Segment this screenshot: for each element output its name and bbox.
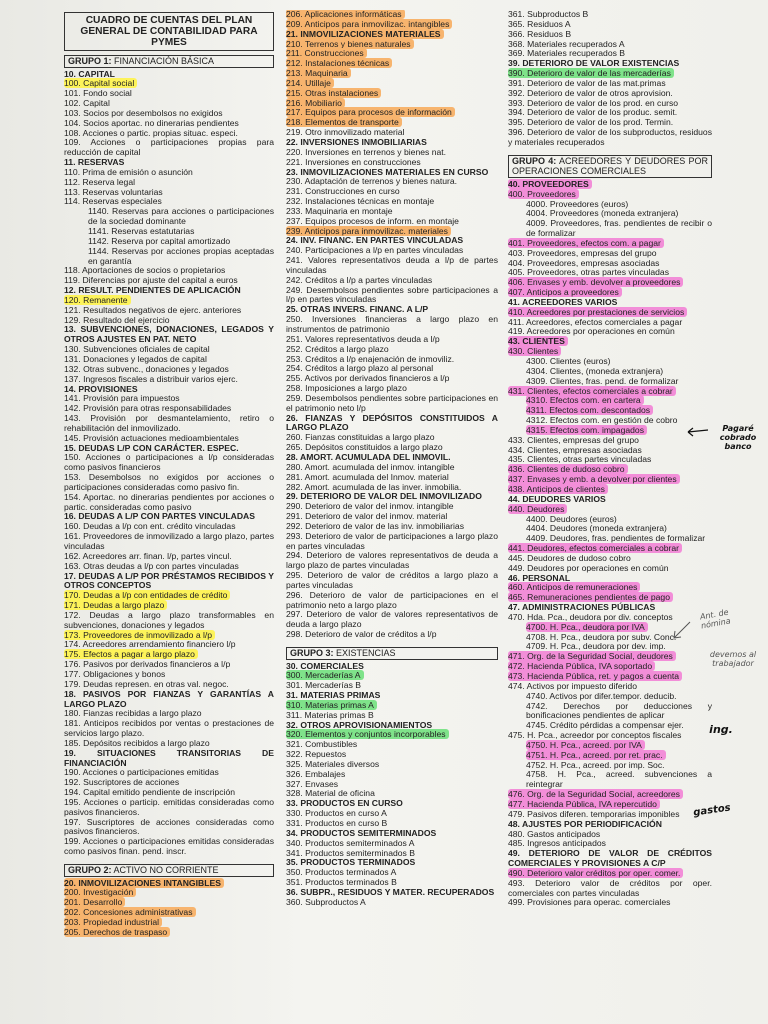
account-entry: 4300. Clientes (euros) [526, 356, 611, 366]
account-entry: 311. Materias primas B [286, 709, 374, 720]
account-entry: 433. Clientes, empresas del grupo [508, 434, 639, 445]
arrow-icon [684, 424, 710, 438]
account-entry: 340. Productos semiterminados A [286, 837, 415, 848]
account-entry: 1140. Reservas para acciones o participaciones de la sociedad dominante [88, 206, 274, 227]
account-entry: 258. Imposiciones a largo plazo [286, 383, 407, 394]
highlighted-account-text: 218. Elementos de transporte [286, 117, 402, 127]
account-entry: 475. H. Pca., acreedor por conceptos fiscales [508, 730, 682, 741]
account-entry: 143. Provisión por desmantelamiento, retiro o rehabilitación del inmovilizado. [64, 413, 274, 433]
account-entry: 322. Repuestos [286, 749, 347, 760]
highlighted-account-text: 4311. Efectos com. descontados [526, 405, 653, 415]
account-entry: 301. Mercaderías B [286, 680, 361, 691]
account-entry: 251. Valores representativos deuda a l/p [286, 333, 440, 344]
account-entry: 250. Inversiones financieras a largo plazo en instrumentos de patrimonio [286, 314, 498, 334]
account-section-heading: 35. PRODUCTOS TERMINADOS [286, 857, 416, 868]
account-entry: 242. Créditos a l/p a partes vinculadas [286, 274, 433, 285]
account-entry: 132. Otras subvenc., donaciones y legados [64, 363, 229, 374]
handwritten-note-devemos: devemos al trabajador [709, 650, 757, 668]
highlighted-account-text: 214. Utillaje [286, 78, 334, 88]
account-section-heading: 41. ACREEDORES VARIOS [508, 296, 618, 307]
account-entry: 341. Productos semiterminados B [286, 847, 415, 858]
highlighted-account-text: 239. Anticipos para inmovilizac. materiales [286, 226, 451, 236]
account-entry: 350. Productos terminados A [286, 867, 397, 878]
account-section-heading: 13. SUBVENCIONES, DONACIONES, LEGADOS Y OTROS AJUSTES EN PAT. NETO [64, 324, 274, 345]
account-entry: 141. Provisión para impuestos [64, 393, 180, 404]
highlighted-account-text: 4700. H. Pca., deudora por IVA [526, 622, 648, 632]
account-section-heading: 12. RESULT. PENDIENTES DE APLICACIÓN [64, 285, 241, 296]
account-entry: 174. Acreedores arrendamiento financiero l/p [64, 639, 236, 650]
highlighted-account-text: 310. Materias primas A [286, 700, 377, 710]
highlighted-account-text: 215. Otras instalaciones [286, 88, 381, 98]
column-1 [64, 10, 274, 1020]
account-entry: 194. Capital emitido pendiente de inscripción [64, 787, 236, 798]
account-entry: 185. Depósitos recibidos a largo plazo [64, 737, 210, 748]
account-entry: 199. Acciones o participaciones emitidas consideradas como pasivos finan. pend. inscr. [64, 836, 274, 857]
group-heading [64, 864, 274, 877]
highlighted-account-text: 440. Deudores [508, 504, 567, 514]
group-number: GRUPO 4: [512, 155, 557, 166]
account-entry: 297. Deterioro de valor de valores representativos de deuda a largo plazo [286, 609, 498, 630]
account-entry: 102. Capital [64, 98, 110, 109]
account-entry: 237. Equipos procesos de inform. en montaje [286, 215, 459, 226]
account-entry: 493. Deterioro valor de créditos por oper. comerciales con partes vinculadas [508, 877, 712, 898]
group-heading [64, 55, 274, 68]
account-entry: 181. Anticipos recibidos por ventas o prestaciones de servicios largo plazo. [64, 718, 274, 739]
account-section-heading: 48. AJUSTES POR PERIODIFICACIÓN [508, 818, 662, 829]
account-entry: 396. Deterioro de valor de los subproductos, residuos y materiales recuperados [508, 127, 712, 147]
account-section-heading: 34. PRODUCTOS SEMITERMINADOS [286, 827, 437, 838]
account-entry: 4758. H. Pca., acreed. subvenciones a reintegrar [526, 769, 712, 790]
account-entry: 405. Proveedores, otras partes vinculadas [508, 267, 669, 278]
account-entry: 129. Resultado del ejercicio [64, 314, 170, 325]
account-entry: 394. Deterioro de valor de los produc. semit. [508, 107, 678, 118]
account-section-heading: 33. PRODUCTOS EN CURSO [286, 798, 403, 809]
group-name: EXISTENCIAS [333, 648, 396, 658]
highlighted-account-text: 410. Acreedores por prestaciones de servicios [508, 307, 687, 317]
account-entry: 296. Deterioro de valor de participaciones en el patrimonio neto a largo plazo [286, 589, 498, 610]
account-section-heading: 39. DETERIORO DE VALOR EXISTENCIAS [508, 58, 680, 69]
highlighted-account-text: 40. PROVEEDORES [508, 179, 592, 189]
account-entry: 282. Amort. acumulada de las inver. inmobilia. [286, 481, 462, 492]
spacer [508, 148, 712, 152]
account-section-heading: 16. DEUDAS A L/P CON PARTES VINCULADAS [64, 511, 255, 522]
account-entry: 298. Deterioro de valor de créditos a l/p [286, 629, 437, 640]
account-entry: 145. Provisión actuaciones medioambientales [64, 432, 239, 443]
account-entry: 142. Provisión para otras responsabilidades [64, 403, 232, 414]
account-entry: 254. Créditos a largo plazo al personal [286, 363, 434, 374]
account-entry: 434. Clientes, empresas asociadas [508, 444, 642, 455]
account-entry: 221. Inversiones en construcciones [286, 156, 421, 167]
account-section-heading: 28. AMORT. ACUMULADA DEL INMOVIL. [286, 451, 451, 462]
column-2-entries [286, 10, 498, 908]
highlighted-account-text: 437. Envases y emb. a devolver por clientes [508, 474, 680, 484]
group-number: GRUPO 1: [68, 56, 112, 66]
account-entry: 4000. Proveedores (euros) [526, 198, 629, 209]
account-entry: 192. Suscriptores de acciones [64, 777, 180, 788]
account-entry: 326. Embalajes [286, 768, 346, 779]
account-entry: 172. Deudas a largo plazo transformables en subvenciones, donaciones y legados [64, 609, 274, 630]
highlighted-account-text: 205. Derechos de traspaso [64, 927, 170, 937]
highlighted-account-text: 441. Deudores, efectos comerciales a cobrar [508, 543, 682, 553]
account-section-heading: 14. PROVISIONES [64, 383, 138, 394]
spacer [286, 640, 498, 644]
account-entry: 365. Residuos A [508, 18, 571, 29]
account-entry: 232. Instalaciones técnicas en montaje [286, 196, 435, 207]
account-entry: 281. Amort. acumulada del Inmov. material [286, 471, 449, 482]
account-entry: 197. Suscriptores de acciones consideradas como pasivos financieros. [64, 816, 274, 837]
account-entry: 4708. H. Pca., deudora por subv. Conc. [526, 631, 677, 642]
highlighted-account-text: 175. Efectos a pagar a largo plazo [64, 649, 198, 659]
account-section-heading: 11. RESERVAS [64, 157, 125, 168]
highlighted-account-text: 4750. H. Pca., acreed. por IVA [526, 740, 645, 750]
spacer [64, 857, 274, 861]
highlighted-account-text: 400. Proveedores [508, 189, 579, 199]
highlighted-account-text: 4751. H. Pca., acreed. por ret. prac. [526, 750, 666, 760]
highlighted-account-text: 473. Hacienda Pública, ret. y pagos a cuenta [508, 671, 682, 681]
account-entry: 195. Acciones o particip. emitidas consideradas como pasivos financieros. [64, 796, 274, 817]
account-entry: 403. Proveedores, empresas del grupo [508, 247, 657, 258]
account-entry: 325. Materiales diversos [286, 758, 380, 769]
account-entry: 153. Desembolsos no exigidos por acciones o participaciones consideradas como pasivo fin. [64, 472, 274, 492]
account-section-heading: 36. SUBPR., RESIDUOS Y MATER. RECUPERADOS [286, 886, 495, 897]
account-entry: 4404. Deudores (moneda extranjera) [526, 523, 667, 534]
account-entry: 4304. Clientes, (moneda extranjera) [526, 365, 664, 376]
highlighted-account-text: 216. Mobiliario [286, 98, 345, 108]
account-entry: 351. Productos terminados B [286, 877, 397, 888]
account-entry: 330. Productos en curso A [286, 808, 387, 819]
highlighted-account-text: 213. Maquinaria [286, 68, 351, 78]
account-entry: 230. Adaptación de terrenos y bienes natura. [286, 176, 458, 187]
account-section-heading: 49. DETERIORO DE VALOR DE CRÉDITOS COMERCIALES Y PROVISIONES A C/P [508, 848, 712, 869]
account-entry: 177. Obligaciones y bonos [64, 668, 166, 679]
column-1-entries [64, 55, 274, 938]
account-entry: 113. Reservas voluntarias [64, 186, 163, 197]
account-section-heading: 18. PASIVOS POR FIANZAS Y GARANTÍAS A LARGO PLAZO [64, 688, 274, 709]
account-entry: 249. Desembolsos pendientes sobre participaciones a l/p en partes vinculadas [286, 284, 498, 305]
highlighted-account-text: 120. Remanente [64, 295, 131, 305]
account-entry: 499. Provisiones para operac. comerciales [508, 897, 671, 908]
account-entry: 480. Gastos anticipados [508, 828, 601, 839]
handwritten-note-pagare: Pagaré cobrado banco [719, 424, 757, 451]
account-entry: 253. Créditos a l/p enajenación de inmoviliz. [286, 353, 455, 364]
account-section-heading: 25. OTRAS INVERS. FINANC. A L/P [286, 304, 429, 315]
account-entry: 361. Subproductos B [508, 10, 589, 19]
group-heading [286, 647, 498, 660]
highlighted-account-text: 401. Proveedores, efectos com. a pagar [508, 238, 664, 248]
account-entry: 121. Resultados negativos de ejerc. anteriores [64, 304, 242, 315]
account-section-heading: 29. DETERIORO DE VALOR DEL INMOVILIZADO [286, 491, 482, 502]
highlighted-account-text: 211. Construcciones [286, 48, 367, 58]
account-entry: 449. Deudores por operaciones en común [508, 562, 669, 573]
account-entry: 470. Hda. Pca., deudora por div. conceptos [508, 611, 673, 622]
account-entry: 176. Pasivos por derivados financieros a l/p [64, 659, 231, 670]
highlighted-account-text: 430. Clientes [508, 346, 561, 356]
account-entry: 4309. Clientes, fras. pend. de formalizar [526, 375, 679, 386]
account-section-heading: 22. INVERSIONES INMOBILIARIAS [286, 136, 427, 147]
account-section-heading: 44. DEUDORES VARIOS [508, 493, 606, 504]
highlighted-account-text: 4310. Efectos com. en cartera [526, 395, 644, 405]
account-entry: 233. Maquinaria en montaje [286, 205, 393, 216]
account-entry: 419. Acreedores por operaciones en común [508, 326, 675, 337]
account-entry: 392. Deterioro de valor de otros aprovision. [508, 87, 673, 98]
highlighted-account-text: 407. Anticipos a proveedores [508, 287, 622, 297]
account-entry: 366. Residuos B [508, 28, 572, 39]
account-entry: 331. Productos en curso B [286, 818, 388, 828]
group-name: FINANCIACIÓN BÁSICA [111, 56, 215, 66]
account-entry: 252. Créditos a largo plazo [286, 343, 389, 354]
highlighted-account-text: 209. Anticipos para inmovilizac. intangibles [286, 19, 452, 29]
account-section-heading: 15. DEUDAS L/P CON CARÁCTER. ESPEC. [64, 442, 239, 453]
account-entry: 190. Acciones o participaciones emitidas [64, 767, 219, 778]
account-entry: 327. Envases [286, 778, 339, 789]
account-section-heading: 23. INMOVILIZACIONES MATERIALES EN CURSO [286, 166, 489, 177]
account-entry: 404. Proveedores, empresas asociadas [508, 257, 660, 268]
account-entry: 4742. Derechos por deducciones y bonificaciones pendientes de aplicar [526, 700, 712, 721]
handwritten-note-ing: ing. [709, 723, 733, 736]
account-entry: 360. Subproductos A [286, 896, 366, 907]
highlighted-account-text: 202. Concesiones administrativas [64, 907, 196, 917]
account-entry: 103. Socios por desembolsos no exigidos [64, 107, 223, 118]
highlighted-account-text: 210. Terrenos y bienes naturales [286, 39, 414, 49]
account-entry: 114. Reservas especiales [64, 196, 162, 207]
account-entry: 130. Subvenciones oficiales de capital [64, 344, 210, 355]
highlighted-account-text: 300. Mercaderías A [286, 670, 364, 680]
account-section-heading: 26. FIANZAS Y DEPÓSITOS CONSTITUIDOS A LARGO PLAZO [286, 412, 498, 433]
account-entry: 110. Prima de emisión o asunción [64, 166, 193, 177]
highlighted-account-text: 390. Deterioro de valor de las mercaderías [508, 68, 674, 78]
account-entry: 485. Ingresos anticipados [508, 838, 606, 849]
account-entry: 369. Materiales recuperados B [508, 48, 626, 59]
account-entry: 160. Deudas a l/p con ent. crédito vinculadas [64, 521, 236, 532]
highlighted-account-text: 170. Deudas a l/p con entidades de crédito [64, 590, 230, 600]
account-entry: 1144. Reservas por acciones propias aceptadas en garantía [88, 245, 274, 266]
highlighted-account-text: 20. INMOVILIZACIONES INTANGIBLES [64, 878, 224, 888]
account-entry: 4400. Deudores (euros) [526, 513, 617, 524]
account-entry: 4009. Proveedores, fras. pendientes de recibir o de formalizar [526, 218, 712, 239]
account-entry: 1142. Reserva por capital amortizado [88, 235, 231, 246]
account-entry: 4745. Crédito pérdidas a compensar ejer. [526, 720, 684, 731]
account-entry: 101. Fondo social [64, 88, 132, 99]
account-entry: 474. Activos por impuesto diferido [508, 680, 637, 691]
highlighted-account-text: 206. Aplicaciones informáticas [286, 10, 405, 19]
account-section-heading: 46. PERSONAL [508, 572, 571, 583]
highlighted-account-text: 406. Envases y emb. devolver a proveedores [508, 277, 683, 287]
account-entry: 280. Amort. acumulada del inmov. intangible [286, 461, 455, 472]
highlighted-account-text: 471. Org. de la Seguridad Social, deudores [508, 651, 676, 661]
account-entry: 291. Deterioro de valor del inmov. material [286, 511, 448, 522]
account-entry: 321. Combustibles [286, 739, 358, 750]
account-entry: 118. Aportaciones de socios o propietarios [64, 265, 226, 276]
group-number: GRUPO 2: [68, 865, 112, 875]
account-entry: 163. Otras deudas a l/p con partes vinculadas [64, 560, 239, 571]
highlighted-account-text: 217. Equipos para procesos de información [286, 107, 455, 117]
account-entry: 4740. Activos por difer.tempor. deducib. [526, 690, 677, 701]
highlighted-account-text: 4315. Efectos com. impagados [526, 425, 647, 435]
account-entry: 4004. Proveedores (moneda extranjera) [526, 208, 679, 219]
account-entry: 131. Donaciones y legados de capital [64, 353, 207, 364]
account-entry: 162. Acreedores arr. finan. l/p, partes vincul. [64, 550, 232, 561]
highlighted-account-text: 203. Propiedad industrial [64, 917, 162, 927]
column-2 [286, 10, 498, 1020]
account-entry: 259. Desembolsos pendientes sobre participaciones en el patrimonio neto l/p [286, 392, 498, 413]
account-section-heading: 30. COMERCIALES [286, 660, 364, 671]
account-entry: 119. Diferencias por ajuste del capital a euros [64, 275, 238, 286]
account-entry: 1141. Reservas estatutarias [88, 226, 195, 236]
account-entry: 154. Aportac. no dinerarias pendientes por acciones o partic. consideradas como pasivo [64, 491, 274, 512]
highlighted-account-text: 201. Desarrollo [64, 897, 125, 907]
account-entry: 231. Construcciones en curso [286, 186, 400, 197]
account-entry: 112. Reserva legal [64, 176, 136, 187]
account-section-heading: 24. INV. FINANC. EN PARTES VINCULADAS [286, 235, 464, 246]
highlighted-account-text: 43. CLIENTES [508, 336, 568, 346]
account-entry: 104. Socios aportac. no dinerarias pendientes [64, 117, 239, 128]
account-section-heading: 47. ADMINISTRACIONES PÚBLICAS [508, 602, 656, 613]
account-entry: 295. Deterioro de valor de créditos a largo plazo a partes vinculadas [286, 570, 498, 590]
account-entry: 292. Deterioro de valor de las inv. inmobiliarias [286, 520, 465, 531]
group-number: GRUPO 3: [290, 648, 334, 658]
highlighted-account-text: 472. Hacienda Pública, IVA soportado [508, 661, 655, 671]
account-section-heading: 32. OTROS APROVISIONAMIENTOS [286, 719, 433, 730]
highlighted-account-text: 100. Capital social [64, 78, 137, 88]
account-entry: 328. Material de oficina [286, 788, 375, 799]
account-entry: 180. Fianzas recibidas a largo plazo [64, 708, 202, 719]
account-entry: 220. Inversiones en terrenos y bienes nat. [286, 146, 447, 157]
highlighted-account-text: 171. Deudas a largo plazo [64, 600, 167, 610]
account-entry: 161. Proveedores de inmovilizado a largo plazo, partes vinculadas [64, 531, 274, 551]
group-name: ACTIVO NO CORRIENTE [111, 865, 219, 875]
highlighted-account-text: 476. Org. de la Seguridad Social, acreedores [508, 789, 683, 799]
group-heading [508, 155, 712, 178]
account-entry: 219. Otro inmovilizado material [286, 127, 405, 138]
account-section-heading: 17. DEUDAS A L/P POR PRÉSTAMOS RECIBIDOS Y OTROS CONCEPTOS [64, 570, 274, 591]
account-section-heading: 31. MATERIAS PRIMAS [286, 690, 381, 701]
highlighted-account-text: 431. Clientes, efectos comerciales a cobrar [508, 386, 676, 396]
highlighted-account-text: 212. Instalaciones técnicas [286, 58, 392, 68]
highlighted-account-text: 21. INMOVILIZACIONES MATERIALES [286, 29, 444, 39]
account-entry: 240. Participaciones a l/p en partes vinculadas [286, 245, 464, 256]
account-entry: 109. Acciones o participaciones propias para reducción de capital [64, 137, 274, 158]
account-entry: 393. Deterioro de valor de los prod. en curso [508, 97, 679, 108]
account-entry: 445. Deudores de dudoso cobro [508, 552, 631, 563]
account-entry: 368. Materiales recuperados A [508, 38, 625, 49]
account-entry: 137. Ingresos fiscales a distribuir varios ejerc. [64, 373, 238, 384]
highlighted-account-text: 477. Hacienda Pública, IVA repercutido [508, 799, 660, 809]
account-entry: 479. Pasivos diferen. temporarias imponibles [508, 808, 680, 819]
column-3 [508, 10, 712, 1020]
account-entry [64, 928, 274, 938]
account-entry: 4409. Deudores, fras. pendientes de formalizar [526, 533, 706, 544]
highlighted-account-text: 438. Anticipos de clientes [508, 484, 608, 494]
account-entry: 4709. H. Pca., deudora por dev. imp. [526, 641, 666, 652]
account-entry: 265. Depósitos constituidos a largo plazo [286, 442, 443, 453]
account-section-heading: 19. SITUACIONES TRANSITORIAS DE FINANCIACIÓN [64, 747, 274, 768]
column-3-entries [508, 10, 712, 908]
account-entry: 411. Acreedores, efectos comerciales a pagar [508, 316, 683, 327]
highlighted-account-text: 436. Clientes de dudoso cobro [508, 464, 628, 474]
account-entry: 294. Deterioro de valores representativos de deuda a largo plazo de partes vinculadas [286, 550, 498, 571]
group-name: ACREEDORES Y DEUDORES POR OPERACIONES COMERCIALES [512, 155, 708, 177]
account-entry: 395. Deterioro de valor de los prod. Termin. [508, 117, 674, 128]
account-entry: 435. Clientes, otras partes vinculadas [508, 454, 652, 465]
highlighted-account-text: 200. Investigación [64, 887, 136, 897]
highlighted-account-text: 320. Elementos y conjuntos incorporables [286, 729, 449, 739]
highlighted-account-text: 460. Anticipos de remuneraciones [508, 582, 640, 592]
highlighted-account-text: 490. Deterioro valor créditos por oper. comer. [508, 868, 683, 878]
highlighted-account-text: 173. Proveedores de inmovilizado a l/p [64, 630, 215, 640]
account-entry: 290. Deterioro de valor del inmov. intangible [286, 501, 454, 512]
account-entry: 293. Deterioro de valor de participaciones a largo plazo en partes vinculadas [286, 530, 498, 551]
highlighted-account-text: 465. Remuneraciones pendientes de pago [508, 592, 673, 602]
account-entry: 260. Fianzas constituidas a largo plazo [286, 432, 435, 443]
handwritten-note-ant-nomina: Ant. de nómina [699, 607, 732, 631]
handwritten-note-gastos: gastos [692, 802, 732, 819]
account-entry: 391. Deterioro de valor de las mat.primas [508, 77, 666, 88]
arrow-icon [668, 620, 694, 644]
account-entry: 150. Acciones o participaciones a l/p consideradas como pasivos financieros [64, 452, 274, 473]
account-entry: 108. Acciones o partic. propias situac. especi. [64, 127, 238, 138]
account-entry: 241. Valores representativos deuda a l/p de partes vinculadas [286, 255, 498, 275]
account-entry: 255. Activos por derivados financieros a l/p [286, 373, 450, 384]
account-entry: 179. Deudas represen. en otras val. negoc. [64, 678, 229, 689]
account-entry: 4752. H. Pca., acreed. por imp. Soc. [526, 759, 665, 770]
account-entry: 4312. Efectos com. en gestión de cobro [526, 415, 678, 426]
document-title: CUADRO DE CUENTAS DEL PLAN GENERAL DE CONTABILIDAD PARA PYMES [64, 12, 274, 51]
account-section-heading: 10. CAPITAL [64, 68, 115, 79]
